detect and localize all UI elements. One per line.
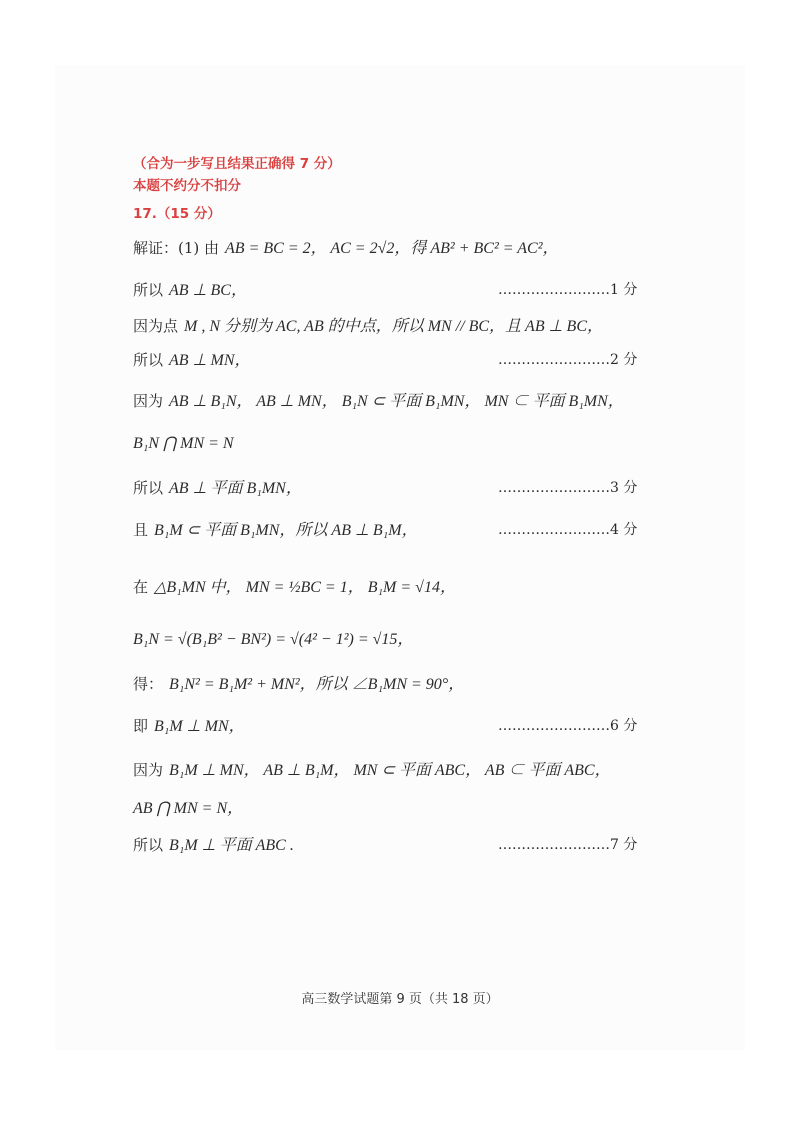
score-mark: ……………………2 分 [498,352,638,368]
line-label: 所以 [133,281,164,299]
line-label: 因为点 [133,317,179,335]
line-label: 所以 [133,351,164,369]
solution-line [133,519,418,542]
line-label: 即 [133,717,149,735]
solution-line [133,315,603,338]
line-label: 在 [133,578,149,596]
math-expression: M , N 分别为 AC, AB 的中点，所以 MN // BC，且 AB ⊥ BC， [184,318,603,335]
math-expression: AB ⊥ B₁N， AB ⊥ MN， B₁N ⊂ 平面 B₁MN， MN ⊂ 平面 B₁MN， [169,393,624,410]
math-expression: B₁M ⊥ 平面 ABC . [169,837,294,854]
math-expression: B₁M ⊂ 平面 B₁MN，所以 AB ⊥ B₁M， [154,522,418,539]
solution-line [133,432,234,455]
math-expression: AB ⊥ 平面 B₁MN， [169,480,302,497]
line-label: 所以 [133,479,164,497]
score-mark: ……………………4 分 [498,522,638,538]
line-label: 因为 [133,761,164,779]
solution-line [133,237,559,260]
line-label: 解证：(1) 由 [133,239,220,257]
combined-step-note: （合为一步写且结果正确得 7 分） [133,156,341,172]
math-expression: AB = BC = 2， AC = 2√2，得 AB² + BC² = AC²， [225,240,559,257]
score-mark: ……………………6 分 [498,718,638,734]
line-label: 所以 [133,836,164,854]
line-label: 且 [133,521,149,539]
solution-line [133,390,624,413]
math-expression: AB ⊥ MN， [169,352,251,369]
solution-line [133,349,251,372]
score-mark: ……………………3 分 [498,480,638,496]
line-label: 得： [133,675,164,693]
line-label: 因为 [133,392,164,410]
solution-line [133,715,245,738]
score-mark: ……………………1 分 [498,282,638,298]
solution-line [133,759,611,782]
solution-line [133,477,302,500]
math-expression: B₁N ⋂ MN = N [133,435,234,452]
math-expression: B₁N² = B₁M² + MN²，所以 ∠B₁MN = 90°， [169,676,465,693]
score-mark: ……………………7 分 [498,837,638,853]
grading-rule: 本题不约分不扣分 [133,178,241,194]
solution-line [133,673,464,696]
question-number: 17.（15 分） [133,206,221,222]
math-expression: AB ⊥ BC， [169,282,247,299]
math-expression: B₁N = √(B₁B² − BN²) = √(4² − 1²) = √15， [133,631,414,648]
math-expression: AB ⋂ MN = N， [133,800,244,817]
solution-line [133,628,413,651]
solution-line [133,834,294,857]
math-expression: △B₁MN 中， MN = ½BC = 1， B₁M = √14， [154,579,456,596]
math-expression: B₁M ⊥ MN， AB ⊥ B₁M， MN ⊂ 平面 ABC， AB ⊂ 平面 ABC， [169,762,611,779]
math-expression: B₁M ⊥ MN， [154,718,245,735]
page-footer: 高三数学试题第 9 页（共 18 页） [301,992,499,1007]
solution-line [133,576,456,599]
solution-line [133,279,247,302]
solution-line [133,797,243,820]
